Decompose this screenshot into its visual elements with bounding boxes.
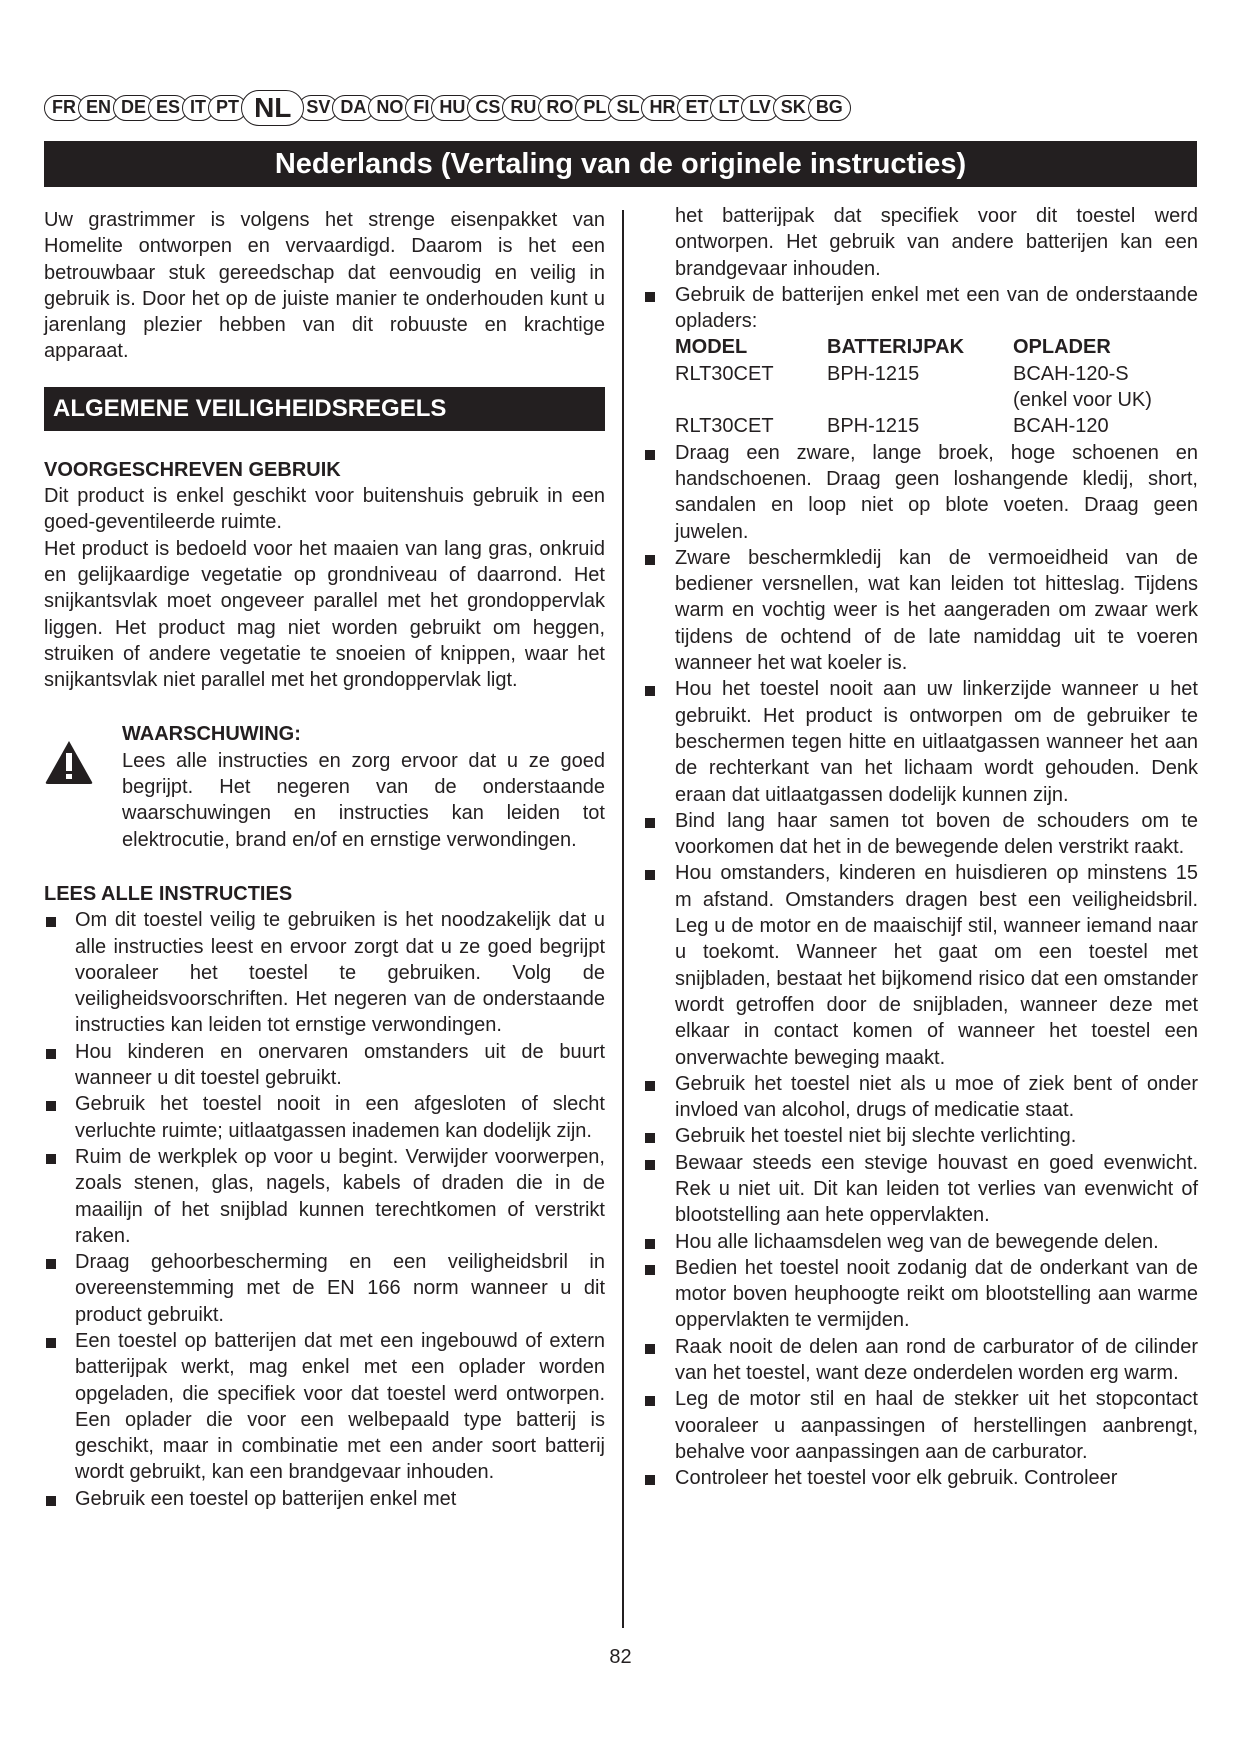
- language-tab-ro[interactable]: RO: [538, 95, 581, 121]
- table-cell: BPH-1215: [827, 415, 920, 438]
- right-column: [643, 203, 1198, 1492]
- table-row: [675, 361, 1198, 387]
- language-tab-en[interactable]: EN: [78, 95, 119, 121]
- warning-title: WAARSCHUWING:: [122, 723, 301, 746]
- column-divider: [622, 210, 624, 1628]
- continued-text: het batterijpak dat specifiek voor dit toestel werd ontworpen. Het gebruik van andere batterijen kan een brandgevaar inhouden.: [675, 205, 1198, 280]
- page-number: 82: [609, 1646, 632, 1668]
- left-column: [44, 207, 605, 1512]
- table-cell: BCAH-120: [1013, 415, 1109, 438]
- table-row: [675, 387, 1198, 413]
- table-cell: BCAH-120-S: [1013, 362, 1129, 385]
- list-item: Bedien het toestel nooit zodanig dat de onderkant van de motor boven heuphoogte reikt om blootstelling aan warme oppervlakten te vermijden.: [643, 1255, 1198, 1334]
- table-header: BATTERIJPAK: [827, 336, 965, 359]
- language-tab-lt[interactable]: LT: [710, 95, 747, 121]
- table-header-row: [675, 334, 1198, 360]
- warning-block: [44, 721, 605, 852]
- warning-text: Lees alle instructies en zorg ervoor dat u ze goed begrijpt. Het negeren van de onderstaande waarschuwingen en instructies kan leiden tot elektrocutie, brand en/of en ernstige verwondingen.: [122, 749, 605, 851]
- language-tab-sl[interactable]: SL: [608, 95, 647, 121]
- list-item: Hou het toestel nooit aan uw linkerzijde wanneer u het gebruikt. Het product is ontworpen om de gebruiker te beschermen tegen hitte en uitlaatgassen wanneer het aan de rechterkant van het lichaam wordt gehouden. Denk eraan dat uitlaatgassen dodelijk kunnen zijn.: [643, 676, 1198, 807]
- list-item: Bewaar steeds een stevige houvast en goed evenwicht. Rek u niet uit. Dit kan leiden tot verlies van evenwicht of blootstelling aan hete oppervlakten.: [643, 1150, 1198, 1229]
- language-tab-hu[interactable]: HU: [431, 95, 473, 121]
- list-item: Raak nooit de delen aan rond de carburator of de cilinder van het toestel, want deze onderdelen worden erg warm.: [643, 1334, 1198, 1387]
- table-cell: [675, 387, 827, 413]
- list-item: Draag gehoorbescherming en een veiligheidsbril in overeenstemming met de EN 166 norm wanneer u dit product gebruikt.: [44, 1249, 605, 1328]
- language-tab-es[interactable]: ES: [148, 95, 188, 121]
- list-item: Hou alle lichaamsdelen weg van de bewegende delen.: [643, 1229, 1198, 1255]
- list-item: Hou kinderen en onervaren omstanders uit de buurt wanneer u dit toestel gebruikt.: [44, 1039, 605, 1092]
- left-bullet-list: [44, 907, 605, 1512]
- list-item: Leg de motor stil en haal de stekker uit het stopcontact vooraleer u aanpassingen of herstellingen aanbrengt, behalve voor aanpassingen aan de carburator.: [643, 1386, 1198, 1465]
- charger-list: [643, 282, 1198, 335]
- section-heading: ALGEMENE VEILIGHEIDSREGELS: [44, 387, 605, 431]
- list-item: Gebruik een toestel op batterijen enkel met: [44, 1486, 605, 1512]
- language-tab-it[interactable]: IT: [182, 95, 214, 121]
- language-tab-de[interactable]: DE: [113, 95, 154, 121]
- list-item: Gebruik het toestel niet bij slechte verlichting.: [643, 1123, 1198, 1149]
- list-item: Gebruik de batterijen enkel met een van de onderstaande opladers:: [643, 282, 1198, 335]
- language-tab-fi[interactable]: FI: [405, 95, 437, 121]
- intro-paragraph: Uw grastrimmer is volgens het strenge eisenpakket van Homelite ontworpen en vervaardigd. Daarom is het een betrouwbaar stuk gereedschap dat eenvoudig en veilig in gebruik is. Door het op de juiste manier te onderhouden kunt u jarenlang plezier hebben van dit robuuste en krachtige apparaat.: [44, 209, 605, 363]
- table-header: MODEL: [675, 336, 748, 359]
- list-item: Ruim de werkplek op voor u begint. Verwijder voorwerpen, zoals stenen, glas, nagels, kabels of draden die in de maailijn of het snijblad kunnen terechtkomen of verstrikt raken.: [44, 1144, 605, 1249]
- table-cell: [827, 387, 1013, 413]
- language-tab-sv[interactable]: SV: [298, 95, 338, 121]
- table-header: OPLADER: [1013, 336, 1111, 359]
- language-tabs: [44, 92, 1194, 124]
- language-tab-cs[interactable]: CS: [467, 95, 508, 121]
- intended-use-p1: Dit product is enkel geschikt voor buitenshuis gebruik in een goed-geventileerde ruimte.: [44, 485, 605, 534]
- right-bullet-list: [643, 440, 1198, 1492]
- language-tab-no[interactable]: NO: [368, 95, 411, 121]
- language-tab-pt[interactable]: PT: [208, 95, 247, 121]
- list-item: Zware beschermkledij kan de vermoeidheid van de bediener versnellen, wat kan leiden tot hitteslag. Tijdens warm en vochtig weer is het aangeraden om zwaar werk tijdens de ochtend of de late namiddag uit te voeren wanneer het wat koeler is.: [643, 545, 1198, 676]
- table-cell: RLT30CET: [675, 362, 774, 385]
- battery-table: [675, 334, 1198, 439]
- warning-triangle-icon: [44, 721, 122, 852]
- language-tab-sk[interactable]: SK: [773, 95, 814, 121]
- table-cell: (enkel voor UK): [1013, 389, 1152, 412]
- list-item: Controleer het toestel voor elk gebruik. Controleer: [643, 1465, 1198, 1491]
- list-item: Een toestel op batterijen dat met een ingebouwd of extern batterijpak werkt, mag enkel met een oplader worden opgeladen, die specifiek voor dat toestel werd ontworpen. Een oplader die voor een welbepaald type batterij is geschikt, maar in combinatie met een ander soort batterij wordt gebruikt, kan een brandgevaar inhouden.: [44, 1328, 605, 1486]
- language-tab-hr[interactable]: HR: [641, 95, 683, 121]
- table-row: [675, 413, 1198, 439]
- language-tab-fr[interactable]: FR: [44, 95, 84, 121]
- list-item: Hou omstanders, kinderen en huisdieren op minstens 15 m afstand. Omstanders dragen best een veiligheidsbril. Leg u de motor en de maaischijf stil, wanneer iemand naar u toekomt. Wanneer het gaat om een toestel met snijbladen, bestaat het bijkomend risico dat een omstander wordt getroffen door de snijbladen, wanneer deze met elkaar in contact komen of wanneer het toestel een onverwachte beweging maakt.: [643, 860, 1198, 1070]
- list-item: Draag een zware, lange broek, hoge schoenen en handschoenen. Draag geen loshangende kledij, short, sandalen en loop niet op blote voeten. Draag geen juwelen.: [643, 440, 1198, 545]
- list-item: Bind lang haar samen tot boven de schouders om te voorkomen dat het in de bewegende delen verstrikt raakt.: [643, 808, 1198, 861]
- intended-use-p2: Het product is bedoeld voor het maaien van lang gras, onkruid en gelijkaardige vegetatie op grondniveau of daarrond. Het snijkantsvlak moet ongeveer parallel met het grondoppervlak liggen. Het product mag niet worden gebruikt om heggen, struiken of andere vegetatie te snoeien of knippen, waar het snijkantsvlak niet parallel met het grondoppervlak ligt.: [44, 537, 605, 692]
- language-tab-nl[interactable]: NL: [241, 90, 304, 126]
- read-all-heading: LEES ALLE INSTRUCTIES: [44, 882, 293, 905]
- page-title: Nederlands (Vertaling van de originele instructies): [44, 141, 1197, 187]
- language-tab-pl[interactable]: PL: [575, 95, 614, 121]
- language-tab-ru[interactable]: RU: [502, 95, 544, 121]
- list-item: Gebruik het toestel niet als u moe of ziek bent of onder invloed van alcohol, drugs of medicatie staat.: [643, 1071, 1198, 1124]
- list-item: Om dit toestel veilig te gebruiken is het noodzakelijk dat u alle instructies leest en ervoor zorgt dat u ze goed begrijpt vooraleer het toestel te gebruiken. Volg de veiligheidsvoorschriften. Het negeren van de onderstaande instructies kan leiden tot ernstige verwondingen.: [44, 907, 605, 1038]
- table-cell: RLT30CET: [675, 415, 774, 438]
- language-tab-bg[interactable]: BG: [808, 95, 851, 121]
- list-item: Gebruik het toestel nooit in een afgesloten of slecht verluchte ruimte; uitlaatgassen inademen kan dodelijk zijn.: [44, 1091, 605, 1144]
- language-tab-da[interactable]: DA: [332, 95, 374, 121]
- table-cell: BPH-1215: [827, 362, 920, 385]
- language-tab-lv[interactable]: LV: [741, 95, 779, 121]
- language-tab-et[interactable]: ET: [677, 95, 716, 121]
- intended-use-heading: VOORGESCHREVEN GEBRUIK: [44, 458, 341, 481]
